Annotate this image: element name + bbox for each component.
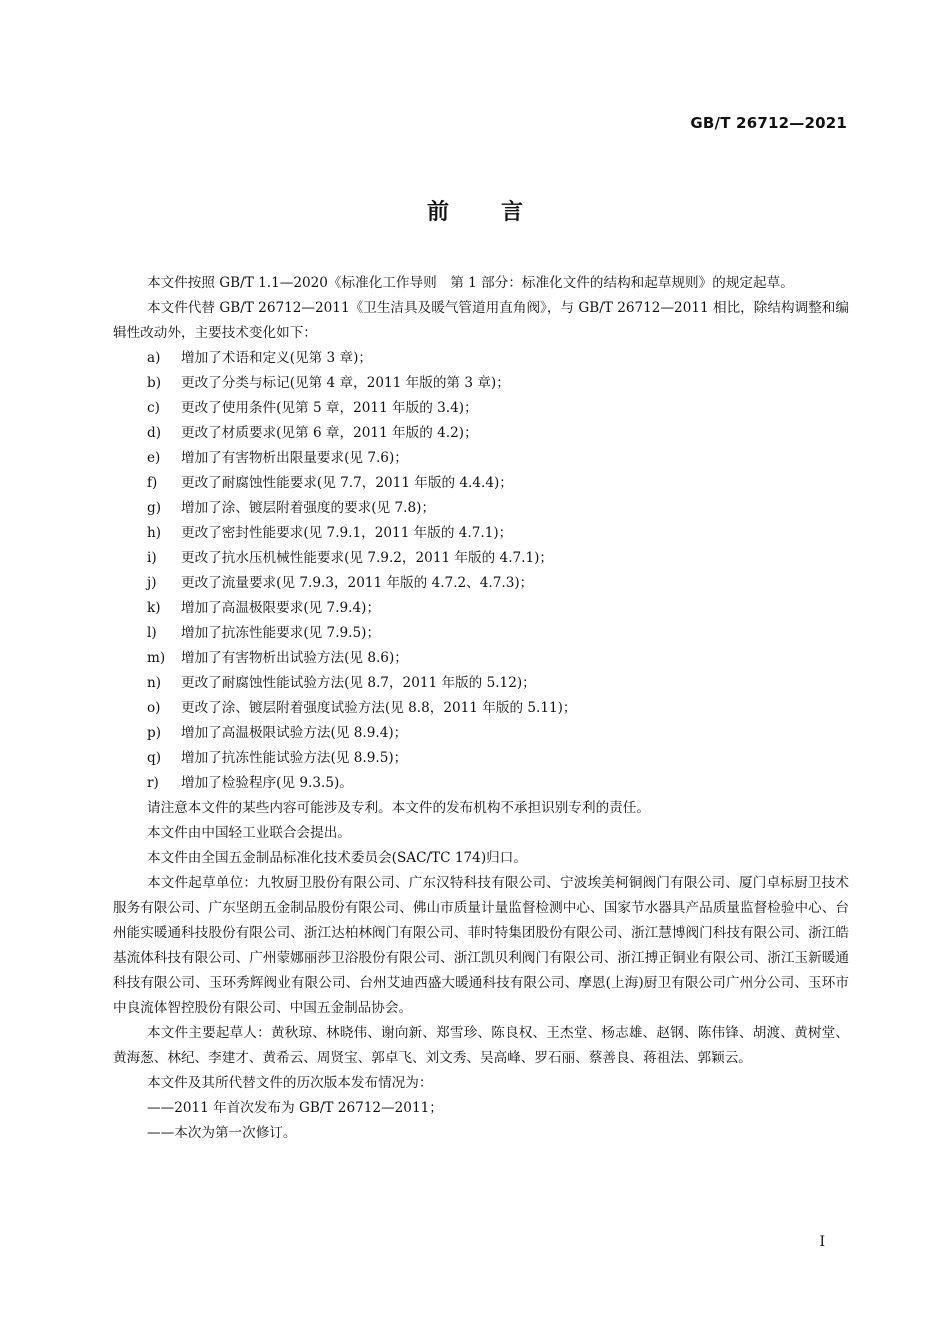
list-item-text: 增加了有害物析出限量要求(见 7.6)；	[181, 450, 408, 466]
list-item	[113, 471, 849, 496]
history-item-1: ——2011 年首次发布为 GB/T 26712—2011；	[147, 1100, 443, 1116]
list-item-text: 增加了高温极限要求(见 7.9.4)；	[181, 600, 381, 616]
list-item-label: f)	[147, 475, 158, 491]
list-item-text: 更改了材质要求(见第 6 章，2011 年版的 4.2)；	[181, 425, 478, 441]
history-intro: 本文件及其所代替文件的历次版本发布情况为：	[147, 1075, 433, 1091]
list-item-label: d)	[147, 425, 162, 441]
list-item	[113, 446, 849, 471]
centralized-by: 本文件由全国五金制品标准化技术委员会(SAC/TC 174)归口。	[147, 850, 527, 866]
list-item	[113, 346, 849, 371]
list-item-text: 增加了术语和定义(见第 3 章)；	[181, 350, 373, 366]
list-item-label: m)	[147, 650, 166, 666]
list-item-label: k)	[147, 600, 161, 616]
list-item-label: o)	[147, 700, 161, 716]
list-item-label: p)	[147, 725, 162, 741]
list-item-label: c)	[147, 400, 160, 416]
list-item-label: r)	[147, 775, 159, 791]
list-item	[113, 596, 849, 621]
list-item-label: a)	[147, 350, 161, 366]
list-item	[113, 671, 849, 696]
standard-code: GB/T 26712—2021	[690, 114, 847, 132]
list-item	[113, 721, 849, 746]
list-item-text: 增加了抗冻性能试验方法(见 8.9.5)；	[181, 750, 408, 766]
page-title: 前言	[426, 200, 575, 225]
list-item	[113, 646, 849, 671]
list-item-label: h)	[147, 525, 162, 541]
list-item-text: 增加了抗冻性能要求(见 7.9.5)；	[181, 625, 381, 641]
intro-paragraph-2: 本文件代替 GB/T 26712—2011《卫生洁具及暖气管道用直角阀》，与 GB/T 26712—2011 相比，除结构调整和编辑性改动外，主要技术变化如下：	[113, 300, 849, 341]
list-item-text: 增加了有害物析出试验方法(见 8.6)；	[181, 650, 408, 666]
list-item-text: 更改了抗水压机械性能要求(见 7.9.2，2011 年版的 4.7.1)；	[181, 550, 554, 566]
list-item-label: i)	[147, 550, 157, 566]
list-item	[113, 521, 849, 546]
list-item-label: g)	[147, 500, 162, 516]
list-item	[113, 571, 849, 596]
list-item-text: 更改了使用条件(见第 5 章，2011 年版的 3.4)；	[181, 400, 478, 416]
list-item-text: 更改了分类与标记(见第 4 章，2011 年版的第 3 章)；	[181, 375, 510, 391]
list-item-label: e)	[147, 450, 161, 466]
list-item	[113, 696, 849, 721]
list-item	[113, 546, 849, 571]
history-item-2: ——本次为第一次修订。	[147, 1125, 297, 1141]
list-item	[113, 496, 849, 521]
list-item	[113, 621, 849, 646]
drafters: 本文件主要起草人：黄秋琼、林晓伟、谢向新、郑雪珍、陈良权、王杰堂、杨志雄、赵钢、陈伟锋、胡渡、黄树堂、黄海葱、林纪、李建才、黄希云、周贤宝、郭卓飞、刘文秀、吴高峰、罗石丽、蔡善良、蒋祖法、郭颖云。	[113, 1025, 849, 1066]
list-item-text: 更改了涂、镀层附着强度试验方法(见 8.8，2011 年版的 5.11)；	[181, 700, 577, 716]
list-item-label: n)	[147, 675, 162, 691]
intro-paragraph-1: 本文件按照 GB/T 1.1—2020《标准化工作导则 第 1 部分：标准化文件的结构和起草规则》的规定起草。	[147, 275, 794, 291]
list-item	[113, 421, 849, 446]
list-item-text: 更改了耐腐蚀性能试验方法(见 8.7，2011 年版的 5.12)；	[181, 675, 536, 691]
patent-notice: 请注意本文件的某些内容可能涉及专利。本文件的发布机构不承担识别专利的责任。	[147, 800, 650, 816]
list-item	[113, 396, 849, 421]
list-item-text: 更改了流量要求(见 7.9.3，2011 年版的 4.7.2、4.7.3)；	[181, 575, 534, 591]
list-item	[113, 771, 849, 796]
page-number: Ⅰ	[819, 1234, 825, 1250]
proposed-by: 本文件由中国轻工业联合会提出。	[147, 825, 351, 841]
list-item-label: b)	[147, 375, 162, 391]
list-item-text: 增加了检验程序(见 9.3.5)。	[181, 775, 353, 791]
list-item	[113, 746, 849, 771]
drafting-units: 本文件起草单位：九牧厨卫股份有限公司、广东汉特科技有限公司、宁波埃美柯铜阀门有限公司、厦门卓标厨卫技术服务有限公司、广东坚朗五金制品股份有限公司、佛山市质量计量监督检测中心、国家节水器具产品质量监督检验中心、台州能实暖通科技股份有限公司、浙江达柏林阀门有限公司、菲时特集团股份有限公司、浙江慧博阀门科技有限公司、浙江皓基流体科技有限公司、广州蒙娜丽莎卫浴股份有限公司、浙江凯贝利阀门有限公司、浙江搏正铜业有限公司、浙江玉新暖通科技有限公司、玉环秀辉阀业有限公司、台州艾迪西盛大暖通科技有限公司、摩恩(上海)厨卫有限公司广州分公司、玉环市中良流体智控股份有限公司、中国五金制品协会。	[113, 875, 849, 1016]
list-item-label: l)	[147, 625, 157, 641]
list-item-text: 增加了涂、镀层附着强度的要求(见 7.8)；	[181, 500, 436, 516]
changes-list	[113, 346, 849, 796]
list-item-text: 更改了耐腐蚀性能要求(见 7.7，2011 年版的 4.4.4)；	[181, 475, 513, 491]
document-body	[113, 271, 849, 1146]
list-item	[113, 371, 849, 396]
list-item-label: q)	[147, 750, 162, 766]
list-item-text: 更改了密封性能要求(见 7.9.1，2011 年版的 4.7.1)；	[181, 525, 513, 541]
list-item-text: 增加了高温极限试验方法(见 8.9.4)；	[181, 725, 408, 741]
list-item-label: j)	[147, 575, 157, 591]
